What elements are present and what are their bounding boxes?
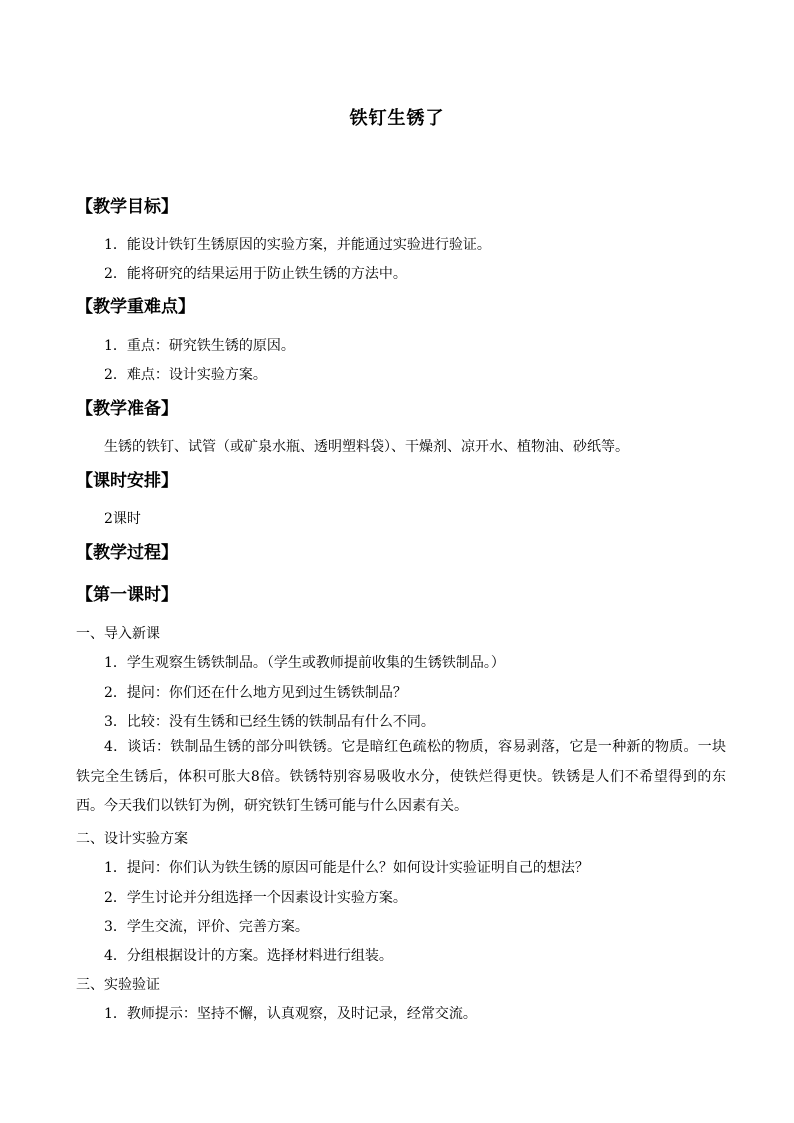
section-title: 三、实验验证 [76, 977, 160, 993]
goals-heading: 【教学目标】 [76, 197, 178, 217]
key-point-item: 2．难点：设计实验方案。 [104, 367, 267, 383]
discussion-paragraph: 4．谈话：铁制品生锈的部分叫铁锈。它是暗红色疏松的物质，容易剥落，它是一种新的物质。一块铁完全生锈后，体积可胀大8倍。铁锈特别容易吸收水分，使铁烂得更快。铁锈是人们不希望得到的东西。今天我们以铁钉为例，研究铁钉生锈可能与什么因素有关。 [76, 739, 726, 814]
document-title: 铁钉生锈了 [349, 108, 445, 129]
lesson1-heading: 【第一课时】 [76, 585, 178, 605]
key-points-heading: 【教学重难点】 [76, 297, 195, 317]
list-item: 1．教师提示：坚持不懈，认真观察，及时记录，经常交流。 [104, 1006, 477, 1022]
goal-item: 2．能将研究的结果运用于防止铁生锈的方法中。 [104, 266, 407, 282]
section-title: 一、导入新课 [76, 626, 160, 642]
preparation-heading: 【教学准备】 [76, 399, 178, 419]
list-item: 2．学生讨论并分组选择一个因素设计实验方案。 [104, 890, 407, 906]
section-title: 二、设计实验方案 [76, 831, 188, 847]
list-item: 1．提问：你们认为铁生锈的原因可能是什么？如何设计实验证明自己的想法？ [104, 860, 589, 876]
preparation-text: 生锈的铁钉、试管（或矿泉水瓶、透明塑料袋）、干燥剂、凉开水、植物油、砂纸等。 [104, 439, 629, 455]
list-item: 4．分组根据设计的方案。选择材料进行组装。 [104, 948, 393, 964]
list-item: 2．提问：你们还在什么地方见到过生锈铁制品？ [104, 685, 407, 701]
key-point-item: 1．重点：研究铁生锈的原因。 [104, 338, 295, 354]
goal-item: 1．能设计铁钉生锈原因的实验方案，并能通过实验进行验证。 [104, 237, 491, 253]
process-heading: 【教学过程】 [76, 543, 178, 563]
list-item: 3．比较：没有生锈和已经生锈的铁制品有什么不同。 [104, 714, 435, 730]
list-item: 3．学生交流，评价、完善方案。 [104, 919, 309, 935]
list-item: 1．学生观察生锈铁制品。（学生或教师提前收集的生锈铁制品。） [104, 655, 505, 671]
schedule-heading: 【课时安排】 [76, 471, 178, 491]
schedule-text: 2课时 [104, 511, 141, 527]
